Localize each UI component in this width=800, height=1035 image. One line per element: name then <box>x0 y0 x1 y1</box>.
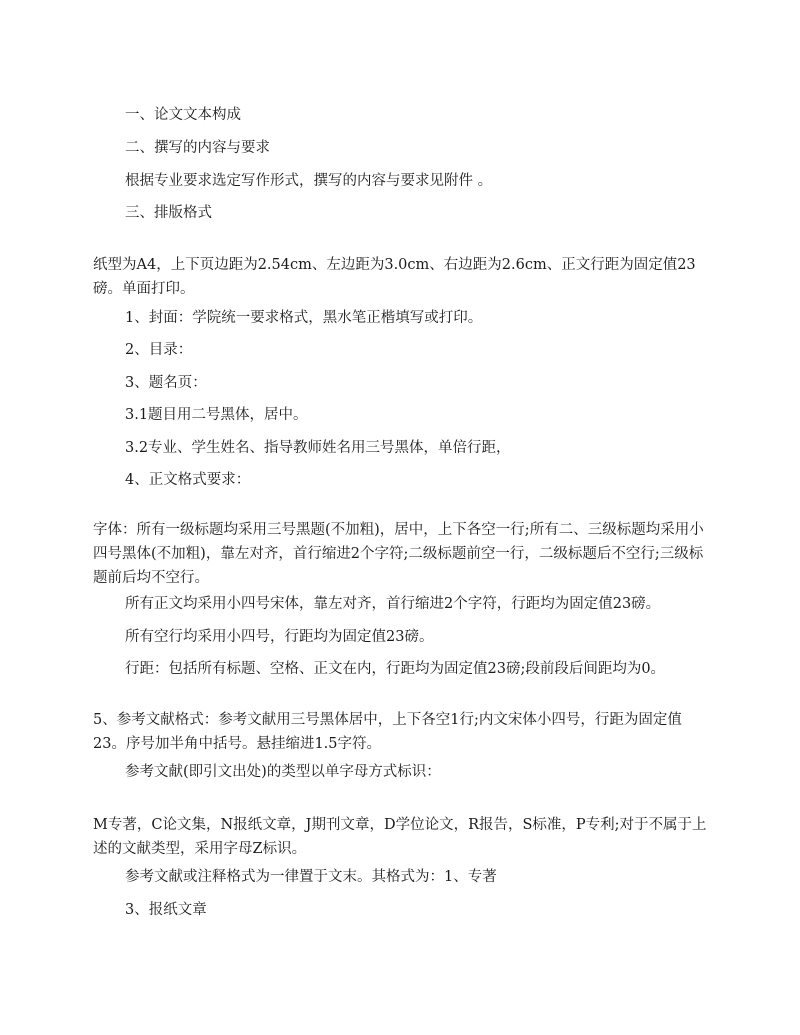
paragraph-body-text-rule: 所有正文均采用小四号宋体，靠左对齐，首行缩进2个字符，行距均为固定值23磅。 <box>125 596 661 612</box>
heading-layout-format: 三、排版格式 <box>125 205 212 221</box>
item-student-info-font: 3.2专业、学生姓名、指导教师姓名用三号黑体，单倍行距， <box>125 440 511 456</box>
paragraph-reference-format: 5、参考文献格式：参考文献用三号黑体居中，上下各空1行;内文宋体小四号，行距为固定值23。序号加半角中括号。悬挂缩进1.5字符。 <box>93 712 682 752</box>
paragraph-writing-form: 根据专业要求选定写作形式，撰写的内容与要求见附件 。 <box>125 173 493 189</box>
paragraph-blank-line-rule: 所有空行均采用小四号，行距均为固定值23磅。 <box>125 629 434 645</box>
item-table-of-contents: 2、目录： <box>125 342 193 358</box>
paragraph-line-spacing: 行距：包括所有标题、空格、正文在内，行距均为固定值23磅;段前段后间距均为0。 <box>125 661 666 677</box>
item-title-font: 3.1题目用二号黑体，居中。 <box>125 407 308 423</box>
paragraph-font-rules: 字体：所有一级标题均采用三号黑题(不加粗)，居中，上下各空一行;所有二、三级标题均采用小四号黑体(不加粗)，靠左对齐，首行缩进2个字符;二级标题前空一行，二级标题后不空行;三级标题前后均不空行。 <box>93 522 704 586</box>
item-newspaper-article: 3、报纸文章 <box>125 902 207 918</box>
item-cover: 1、封面：学院统一要求格式，黑水笔正楷填写或打印。 <box>125 310 483 326</box>
paragraph-reference-types: 参考文献(即引文出处)的类型以单字母方式标识： <box>125 764 441 780</box>
item-body-format: 4、正文格式要求： <box>125 472 251 488</box>
paragraph-type-letters: M专著，C论文集，N报纸文章，J期刊文章，D学位论文，R报告，S标准，P专利;对于不属于上述的文献类型，采用字母Z标识。 <box>93 817 707 857</box>
paragraph-citation-format: 参考文献或注释格式为一律置于文末。其格式为：1、专著 <box>125 869 497 885</box>
paragraph-paper-margins: 纸型为A4，上下页边距为2.54cm、左边距为3.0cm、右边距为2.6cm、正文行距为固定值23磅。单面打印。 <box>93 257 696 297</box>
item-title-page: 3、题名页： <box>125 375 207 391</box>
heading-text-composition: 一、论文文本构成 <box>125 107 241 123</box>
heading-writing-requirements: 二、撰写的内容与要求 <box>125 140 270 156</box>
